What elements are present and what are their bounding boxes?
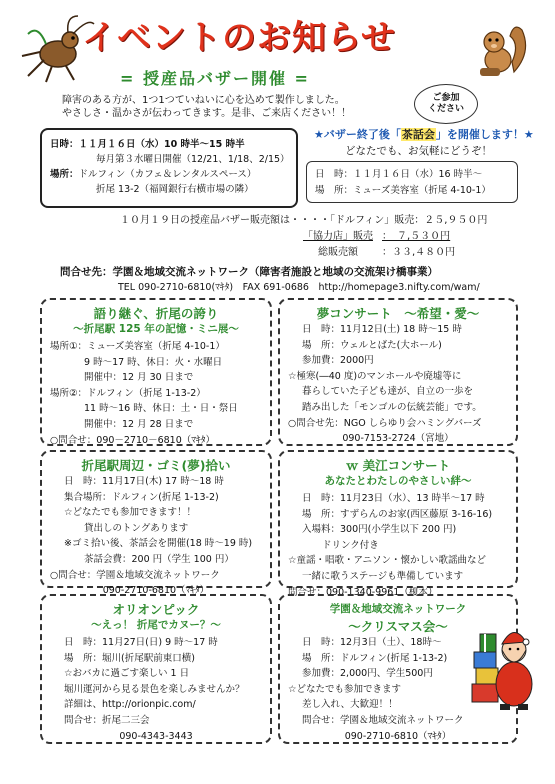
card-title: 夢コンサート ～希望・愛～ [316,306,480,321]
card-line: 茶話会費：200 円（学生 100 円） [84,553,234,565]
card-line: 場 所：ウェルとばた(大ホール) [302,339,442,351]
card-line: 日 時：11月17日(木) 17 時～18 時 [64,476,224,487]
card-line: 090-2710-6810（ﾏｷﾀ） [344,730,452,742]
card-line: ○問合せ：090－2710－6810（ﾏｷﾀ） [50,434,216,446]
intro-line: やさしさ・温かさが伝わってきます。是非、ご来店ください！！ [62,108,352,119]
card-line: 場所①：ミューズ美容室（折尾 4-10-1） [50,341,225,352]
card-line: ☆おバカに過ごす楽しい 1 日 [64,668,190,680]
card-title: 学園＆地域交流ネットワーク [329,603,467,615]
card-line: 参加費：2000円 [302,355,374,367]
contact-detail: TEL 090-2710-6810(ﾏｷﾀ) FAX 691-0686 http://homepage3.nifty.com/wam/ [118,282,480,293]
card-line: 場 所：すずらんのお家(西区藤原 3-16-16) [302,508,493,520]
card-line: 9 時～17 時、休日：火・水曜日 [84,356,223,368]
intro-line: 障害のある方が、1つ1つていねいに心を込めて製作しました。 [62,95,345,106]
squirrel-icon [470,22,532,78]
card-line: 日 時：12月3日（土）、18時～ [302,637,442,648]
card-line: 場所②：ドルフィン（折尾 1-13-2） [50,387,206,399]
santa-icon [470,612,536,712]
card-line: 一緒に歌うステージも準備しています [302,570,464,582]
card-line: 貸出しのトングあります [84,522,189,534]
card-line: ○問合せ先：NGO しらゆり会ハミングバーズ [288,417,482,429]
contact-line: 問合せ先：学園＆地域交流ネットワーク（障害者施設と地域の交流架け橋事業） [60,266,438,278]
card-line: 集合場所：ドルフィン(折尾 1-13-2) [64,491,219,503]
card-line: 堀川運河から見る景色を楽しみませんか？ [64,683,245,695]
page-subtitle: = 授産品バザー開催 = [120,69,310,88]
card-line: 踏み出した「モンゴルの伝統芸能」です。 [302,401,482,413]
bubble-line: ご参加 [432,93,460,103]
page-title: イベントのお知らせ [82,18,396,58]
card-line: 開催中：12 月 28 日まで [84,418,194,430]
sales-line: １０月１９日の授産品バザー販売額は・・・・「ドルフィン」販売：２５,９５０円 [120,215,488,226]
card-line: 入場料：300円(小学生以下 200 円) [302,524,457,536]
card-title: ｗ 美江コンサート [345,458,451,473]
card-trash-pickup [40,450,272,597]
card-line: 日 時：11月12日(土) 18 時～15 時 [302,324,462,335]
card-w-concert [278,450,518,598]
card-line: ☆どなたでも参加できます！！ [64,507,197,519]
card-line: 090-2710-6810（ﾏｷﾀ） [102,585,210,597]
orionpic-link[interactable]: 詳細は、http://orionpic.com/ [64,699,196,711]
card-line: 090-7153-2724（宮地） [342,433,454,445]
card-line: 場 所：堀川(折尾駅前東口横) [64,652,195,664]
card-line: 日 時：11月27日(日) 9 時～17 時 [64,637,218,648]
bazaar-address: 折尾 13-2（福岡銀行右横市場の隣） [96,184,254,195]
card-line: 差し入れ、大歓迎！！ [302,699,398,711]
tea-party-subtext: どなたでも、お気軽にどうぞ！ [345,145,492,157]
bubble-line: ください [427,104,464,114]
speech-bubble [414,84,478,124]
bazaar-info-box [40,128,298,208]
card-line: ※ゴミ拾い後、茶話会を開催(18 時～19 時) [64,538,253,550]
card-line: ☆童謡・唱歌・アニソン・懐かしい歌謡曲など [288,555,487,567]
card-subtitle: ～折尾駅 125 年の記憶・ミニ展～ [73,323,239,335]
card-origami-exhibit [40,298,272,446]
card-line: 場 所：ドルフィン(折尾 1-13-2) [302,652,448,664]
card-dream-concert [278,298,518,446]
card-line: 問合せ：折尾二三会 [64,714,150,726]
card-line: ○問合せ：学園＆地域交流ネットワーク [50,569,220,581]
card-subtitle: あなたとわたしのやさしい絆～ [324,475,472,487]
card-line: 11 時～16 時、休日：土・日・祭日 [84,403,238,415]
bazaar-place: 場所：ドルフィン（カフェ＆レンタルスペース） [50,169,257,180]
bazaar-date: 日時：１１月１６日（水）10 時半～15 時半 [50,139,245,150]
card-line: 暮らしていた子ども達が、自立の一歩を [302,386,474,398]
card-line: 参加費：2,000円、学生500円 [302,668,433,680]
tea-date: 日 時：１１月１６日（水）16 時半～ [315,169,483,180]
bazaar-note: 毎月第３水曜日開催（12/21、1/18、2/15） [96,154,290,165]
sales-line: 総販売額 ：３３,４８０円 [318,247,456,258]
sales-summary [120,213,500,261]
card-subtitle: ～えっ！ 折尾でカヌー？～ [91,619,221,631]
card-title: 折尾駅周辺・ゴミ(夢)拾い [81,458,231,473]
intro-text [62,94,351,120]
card-line: 問合せ：090-1340-9961（榎本） [288,586,438,598]
tea-place: 場 所：ミューズ美容室（折尾 4-10-1） [315,185,491,196]
card-line: 開催中：12 月 30 日まで [84,372,194,384]
card-line: 問合せ：学園＆地域交流ネットワーク [302,714,464,726]
card-line: ドリンク付き [322,539,379,551]
card-title: オリオンピック [112,602,200,617]
card-line: ☆どなたでも参加できます [288,683,402,695]
card-title: 語り継ぐ、折尾の誇り [93,306,219,321]
card-subtitle: ～クリスマス会～ [348,619,448,634]
card-line: 090-4343-3443 [119,730,193,742]
tea-party-heading: ★バザー終了後「茶話会」を開催します！★ [314,128,534,141]
tea-party-box [306,161,518,203]
card-line: 日 時：11月23日（水）、13 時半～17 時 [302,493,485,504]
card-orionpic [40,594,272,744]
sales-line: 「協力店」販売 ： ７,５３０円 [303,231,451,242]
card-line: ☆極寒(―40 度)のマンホールや廃墟等に [288,370,462,382]
